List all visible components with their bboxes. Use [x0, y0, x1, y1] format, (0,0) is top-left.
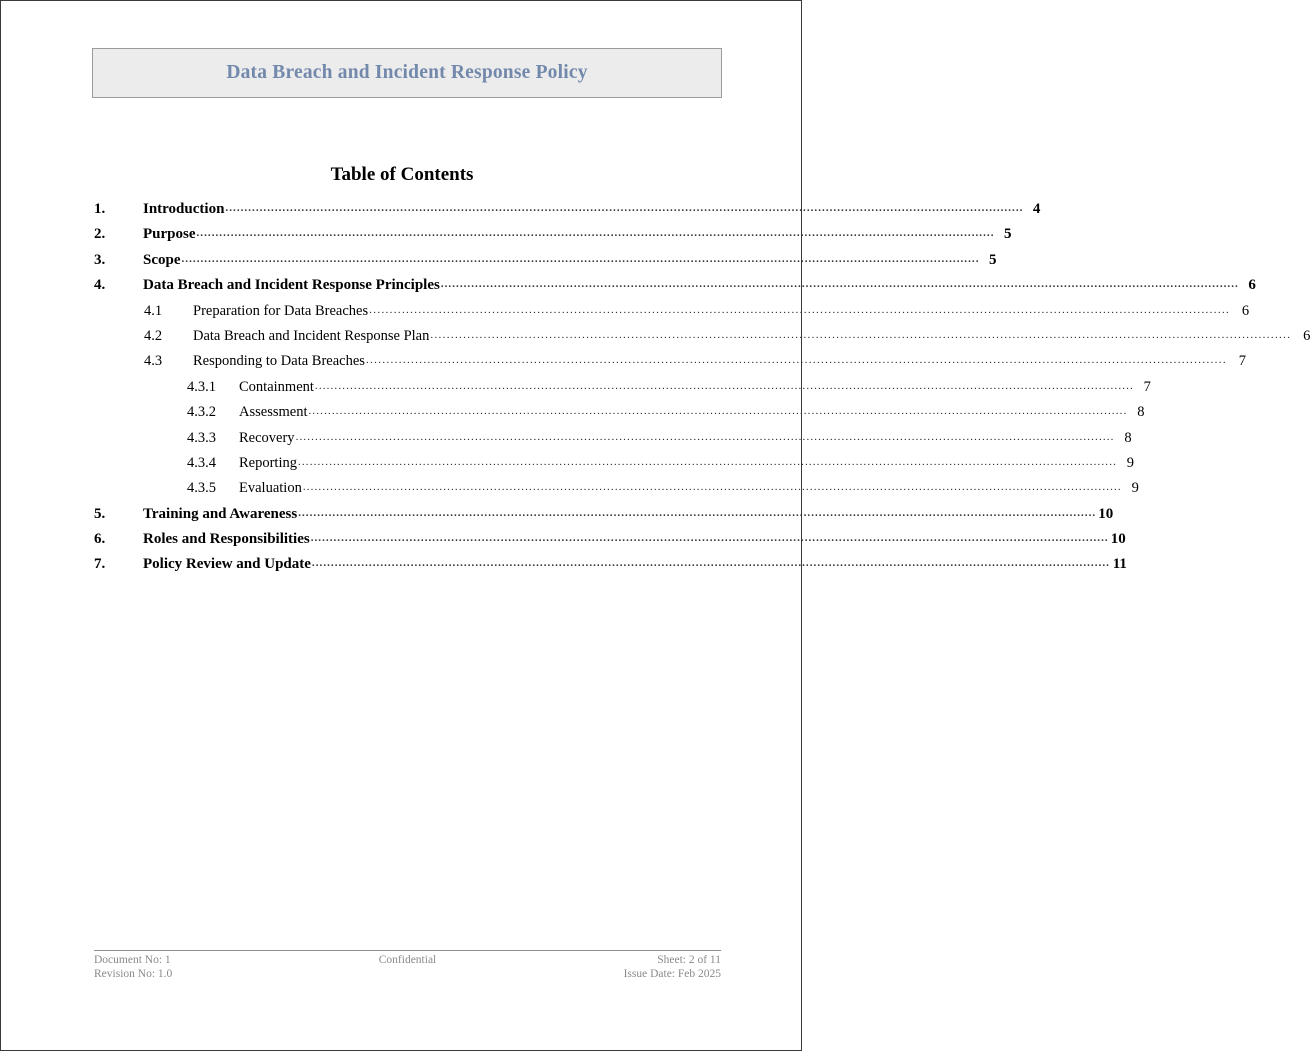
footer-issue-date: Issue Date: Feb 2025	[623, 967, 721, 980]
toc-dot-leader	[430, 329, 1291, 341]
footer-row-second	[94, 968, 721, 982]
document-title: Data Breach and Incident Response Policy	[226, 62, 588, 83]
toc-entry-number: 7.	[94, 556, 106, 573]
footer-sheet-number: Sheet: 2 of 11	[657, 954, 721, 966]
toc-entry-label: Containment	[239, 378, 314, 395]
toc-entry-number: 2.	[94, 226, 106, 243]
footer-row-first	[94, 954, 721, 968]
toc-entry[interactable]	[94, 327, 1310, 353]
footer-center-spacer	[303, 968, 512, 982]
toc-dot-leader	[298, 456, 1117, 468]
toc-entry-label: Data Breach and Incident Response Plan	[193, 327, 430, 344]
toc-entry-page-number: 10	[1098, 505, 1114, 522]
table-of-contents-list	[94, 201, 1310, 582]
footer-classification: Confidential	[378, 954, 437, 966]
toc-entry-number: 6.	[94, 531, 106, 548]
toc-entry-page-number: 8	[1137, 404, 1145, 421]
toc-entry-page-number: 10	[1110, 531, 1126, 548]
document-footer	[94, 950, 721, 981]
toc-entry-number: 5.	[94, 505, 106, 522]
toc-entry-label: Purpose	[143, 226, 196, 243]
toc-dot-leader	[225, 202, 1023, 214]
toc-entry-page-number: 5	[989, 251, 997, 268]
toc-entry-label: Recovery	[239, 429, 295, 446]
toc-entry-label: Data Breach and Incident Response Principles	[143, 277, 440, 294]
toc-entry-number: 4.3.1	[187, 378, 216, 395]
document-header-banner	[92, 48, 722, 98]
toc-entry-page-number: 5	[1004, 226, 1012, 243]
toc-entry-label: Policy Review and Update	[143, 556, 311, 573]
toc-entry-label: Evaluation	[239, 480, 302, 497]
toc-entry-page-number: 4	[1032, 201, 1041, 217]
toc-dot-leader	[197, 227, 995, 239]
toc-entry-number: 4.3.2	[187, 404, 216, 421]
toc-dot-leader	[303, 481, 1122, 493]
toc-entry-page-number: 9	[1131, 480, 1139, 497]
toc-entry-number: 4.3.3	[187, 429, 216, 446]
toc-entry-number: 4.3	[144, 353, 163, 370]
toc-entry-page-number: 8	[1124, 429, 1132, 446]
toc-entry[interactable]	[94, 404, 1145, 429]
toc-entry-number: 4.3.5	[187, 480, 216, 497]
toc-entry-number: 4.2	[144, 327, 163, 344]
toc-entry-page-number: 6	[1241, 302, 1250, 319]
toc-entry-label: Responding to Data Breaches	[193, 353, 365, 370]
toc-entry-label: Scope	[143, 251, 181, 268]
toc-entry-label: Introduction	[143, 201, 225, 217]
toc-entry-page-number: 9	[1126, 454, 1134, 471]
toc-dot-leader	[366, 354, 1227, 366]
toc-entry-page-number: 11	[1112, 556, 1127, 573]
toc-entry[interactable]	[94, 429, 1132, 455]
toc-entry[interactable]	[94, 556, 1127, 581]
toc-entry-number: 3.	[94, 251, 106, 268]
toc-entry-label: Preparation for Data Breaches	[193, 302, 369, 319]
toc-entry-page-number: 7	[1143, 378, 1151, 395]
toc-dot-leader	[182, 253, 980, 265]
toc-entry-number: 4.1	[144, 302, 163, 319]
toc-entry-label: Roles and Responsibilities	[143, 531, 310, 548]
toc-entry-number: 1.	[94, 201, 106, 217]
toc-dot-leader	[369, 304, 1230, 316]
toc-entry-number: 4.3.4	[187, 454, 216, 471]
toc-dot-leader	[296, 431, 1115, 443]
toc-entry-page-number: 6	[1303, 327, 1310, 344]
footer-revision-no: Revision No: 1.0	[94, 967, 173, 980]
toc-entry-label: Assessment	[239, 404, 308, 421]
toc-entry[interactable]	[94, 353, 1246, 378]
toc-entry[interactable]	[94, 531, 1126, 556]
toc-dot-leader	[298, 507, 1096, 519]
toc-entry[interactable]	[94, 378, 1151, 404]
toc-dot-leader	[315, 380, 1134, 392]
footer-document-no: Document No: 1	[94, 954, 171, 966]
toc-entry[interactable]	[94, 505, 1114, 531]
toc-entry-number: 4.	[94, 277, 106, 294]
toc-dot-leader	[441, 278, 1239, 290]
toc-dot-leader	[308, 405, 1127, 417]
toc-entry-label: Training and Awareness	[143, 505, 298, 522]
toc-entry-page-number: 7	[1238, 353, 1246, 370]
toc-dot-leader	[312, 557, 1110, 569]
table-of-contents-heading: Table of Contents	[330, 164, 474, 185]
toc-entry[interactable]	[94, 302, 1250, 328]
toc-entry-label: Reporting	[239, 454, 297, 471]
toc-dot-leader	[311, 532, 1109, 544]
toc-entry[interactable]	[94, 201, 1041, 226]
toc-entry[interactable]	[94, 277, 1256, 302]
toc-entry[interactable]	[94, 251, 997, 277]
toc-entry[interactable]	[94, 480, 1139, 505]
toc-entry-page-number: 6	[1248, 277, 1256, 294]
toc-entry[interactable]	[94, 226, 1012, 251]
toc-entry[interactable]	[94, 454, 1134, 480]
